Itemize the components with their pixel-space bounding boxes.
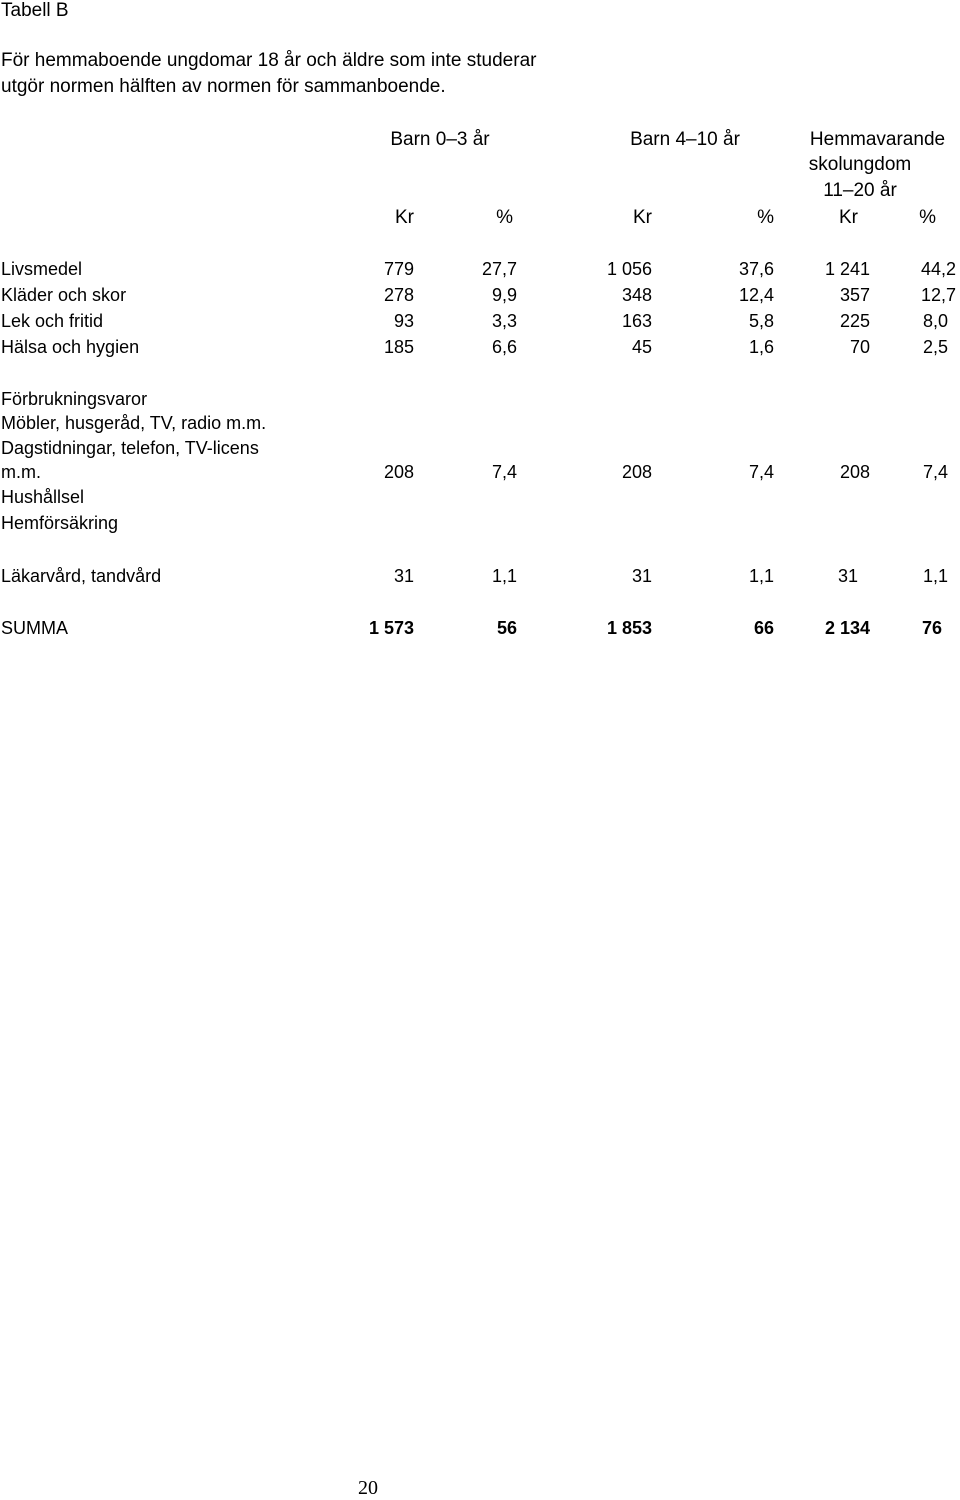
summary-label: SUMMA [1, 618, 68, 638]
group-header-barn-4-10: Barn 4–10 år [630, 129, 740, 150]
cell: 1,6 [748, 337, 774, 357]
group-header-hemmavarande-line-1: Hemmavarande [809, 129, 946, 150]
summary-cell: 56 [496, 618, 517, 638]
row-label-forbrukningsvaror-line-3: Dagstidningar, telefon, TV-licens [1, 438, 259, 458]
cell: 225 [839, 311, 870, 331]
cell: 3,3 [491, 311, 517, 331]
cell: 1,1 [491, 566, 517, 586]
row-label-forbrukningsvaror-line-6: Hemförsäkring [1, 513, 119, 533]
cell: 6,6 [491, 337, 517, 357]
cell: 1 056 [606, 259, 652, 279]
cell: 44,2 [920, 259, 956, 279]
intro-line-1: För hemmaboende ungdomar 18 år och äldre som inte studerar [1, 50, 537, 71]
row-label-lek: Lek och fritid [1, 311, 104, 331]
cell: 31 [393, 566, 414, 586]
cell: 185 [383, 337, 414, 357]
row-label-forbrukningsvaror-line-2: Möbler, husgeråd, TV, radio m.m. [1, 413, 267, 433]
cell: 7,4 [491, 462, 517, 482]
page-number: 20 [358, 1477, 378, 1499]
cell: 1,1 [922, 566, 948, 586]
cell: 2,5 [922, 337, 948, 357]
table-title: Tabell B [1, 0, 69, 21]
cell: 208 [383, 462, 414, 482]
cell: 12,7 [920, 285, 956, 305]
row-label-lakarvard: Läkarvård, tandvård [1, 566, 162, 586]
cell: 163 [621, 311, 652, 331]
summary-cell: 1 853 [606, 618, 652, 638]
cell: 93 [393, 311, 414, 331]
intro-line-2: utgör normen hälften av normen för sammanboende. [1, 76, 446, 97]
cell: 208 [621, 462, 652, 482]
group-header-hemmavarande-line-3: 11–20 år [823, 180, 897, 201]
subheader-pct-3: % [919, 207, 936, 228]
subheader-pct-2: % [757, 207, 774, 228]
cell: 37,6 [738, 259, 774, 279]
cell: 779 [383, 259, 414, 279]
row-label-halsa: Hälsa och hygien [1, 337, 140, 357]
cell: 7,4 [748, 462, 774, 482]
cell: 7,4 [922, 462, 948, 482]
cell: 70 [849, 337, 870, 357]
cell: 45 [631, 337, 652, 357]
row-label-forbrukningsvaror-line-5: Hushållsel [1, 487, 85, 507]
cell: 357 [839, 285, 870, 305]
cell: 348 [621, 285, 652, 305]
summary-cell: 2 134 [824, 618, 870, 638]
cell: 31 [631, 566, 652, 586]
row-label-forbrukningsvaror-line-1: Förbrukningsvaror [1, 389, 148, 409]
cell: 27,7 [481, 259, 517, 279]
row-label-livsmedel: Livsmedel [1, 259, 83, 279]
cell: 9,9 [491, 285, 517, 305]
cell: 5,8 [748, 311, 774, 331]
row-label-forbrukningsvaror-line-4: m.m. [1, 462, 41, 482]
cell: 208 [839, 462, 870, 482]
cell: 31 [837, 566, 858, 586]
cell: 1,1 [748, 566, 774, 586]
group-header-hemmavarande-line-2: skolungdom [808, 154, 912, 175]
summary-cell: 1 573 [368, 618, 414, 638]
summary-cell: 66 [753, 618, 774, 638]
subheader-kr-2: Kr [633, 207, 652, 228]
group-header-barn-0-3: Barn 0–3 år [390, 129, 490, 150]
subheader-kr-3: Kr [839, 207, 858, 228]
subheader-kr-1: Kr [395, 207, 414, 228]
summary-cell: 76 [921, 618, 942, 638]
cell: 1 241 [824, 259, 870, 279]
row-label-klader: Kläder och skor [1, 285, 127, 305]
subheader-pct-1: % [496, 207, 513, 228]
cell: 12,4 [738, 285, 774, 305]
cell: 8,0 [922, 311, 948, 331]
cell: 278 [383, 285, 414, 305]
